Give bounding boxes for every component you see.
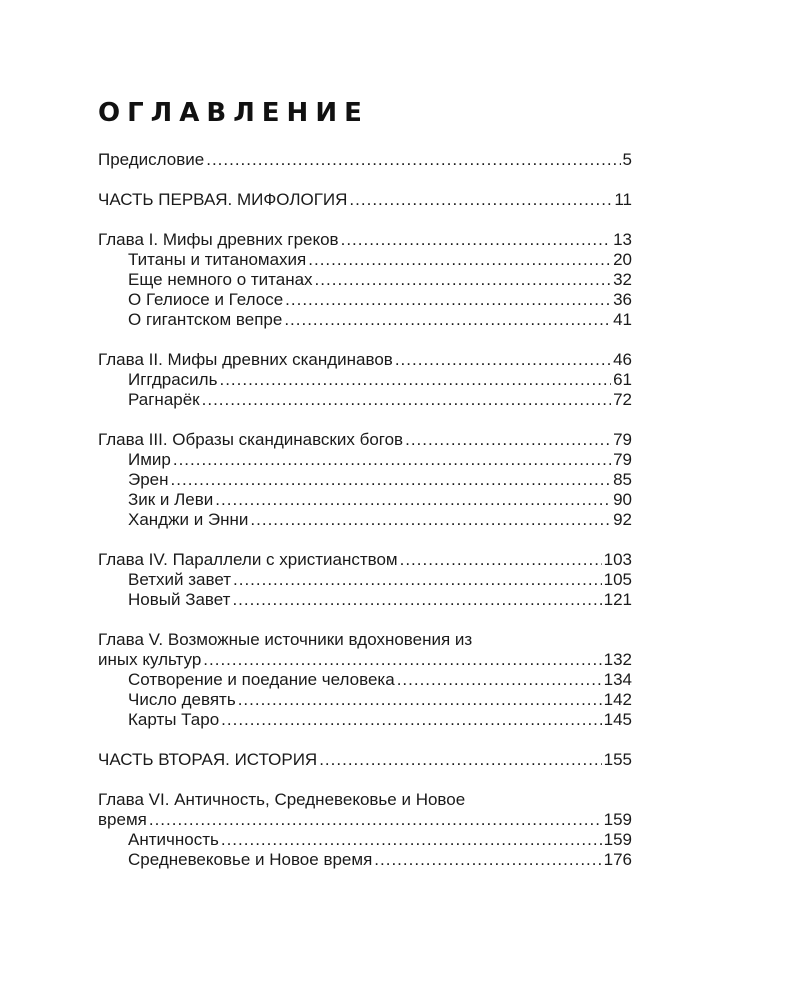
toc-entry-page: 11 (614, 190, 632, 209)
toc-title: ОГЛАВЛЕНИЕ (98, 98, 369, 128)
leader-dots (395, 350, 611, 370)
leader-dots (171, 470, 612, 490)
toc-subentry[interactable] (98, 690, 632, 710)
leader-dots (221, 830, 602, 850)
toc-subentry[interactable] (98, 670, 632, 690)
toc-subentry[interactable] (98, 850, 632, 870)
toc-subentry[interactable] (98, 290, 632, 310)
toc-entry-page: 142 (603, 690, 632, 709)
toc-entry-label: Глава III. Образы скандинавских богов (98, 430, 404, 449)
toc-entry-page: 20 (613, 250, 632, 269)
toc-subentry[interactable] (98, 450, 632, 470)
toc-entry-page: 105 (603, 570, 632, 589)
toc-entry-label: ЧАСТЬ ВТОРАЯ. ИСТОРИЯ (98, 750, 318, 769)
leader-dots (221, 710, 601, 730)
toc-entry-page: 132 (603, 650, 632, 669)
toc-entry-page: 155 (603, 750, 632, 769)
toc-entry-part-two[interactable] (98, 750, 632, 770)
leader-dots (215, 490, 611, 510)
toc-entry-page: 121 (603, 590, 632, 609)
toc-subentry[interactable] (98, 250, 632, 270)
leader-dots (219, 370, 611, 390)
toc-entry-chapter-6[interactable] (98, 810, 632, 830)
leader-dots (250, 510, 611, 530)
toc-entry-page: 36 (613, 290, 632, 309)
leader-dots (173, 450, 611, 470)
toc-entry-page: 41 (613, 310, 632, 329)
toc-entry-label: Глава IV. Параллели с христианством (98, 550, 398, 569)
toc-subentry[interactable] (98, 370, 632, 390)
toc-entry-page: 103 (603, 550, 632, 569)
leader-dots (285, 290, 611, 310)
leader-dots (232, 590, 601, 610)
toc-subentry[interactable] (98, 570, 632, 590)
toc-entry-page: 79 (613, 450, 632, 469)
toc-entry-page: 32 (613, 270, 632, 289)
toc-entry-label: Античность (128, 830, 219, 849)
toc-subentry[interactable] (98, 490, 632, 510)
toc-entry-label: Еще немного о титанах (128, 270, 313, 289)
leader-dots (284, 310, 611, 330)
toc-entry-page: 90 (613, 490, 632, 509)
toc-entry-label: О Гелиосе и Гелосе (128, 290, 284, 309)
leader-dots (319, 750, 601, 770)
leader-dots (203, 650, 601, 670)
toc-entry-page: 134 (603, 670, 632, 689)
leader-dots (206, 150, 620, 170)
toc-entry-label: Глава II. Мифы древних скандинавов (98, 350, 393, 369)
toc-entry-chapter-5-line1[interactable]: Глава V. Возможные источники вдохновения из (98, 630, 473, 649)
toc-entry-page: 92 (613, 510, 632, 529)
toc-entry-label: Сотворение и поедание человека (128, 670, 395, 689)
toc-entry-page: 61 (613, 370, 632, 389)
toc-entry-chapter-2[interactable] (98, 350, 632, 370)
toc-subentry[interactable] (98, 710, 632, 730)
toc-entry-label: О гигантском вепре (128, 310, 283, 329)
toc-subentry[interactable] (98, 310, 632, 330)
leader-dots (374, 850, 601, 870)
toc-entry-page: 145 (603, 710, 632, 729)
toc-entry-label: Глава I. Мифы древних греков (98, 230, 339, 249)
toc-subentry[interactable] (98, 510, 632, 530)
toc-entry-chapter-3[interactable] (98, 430, 632, 450)
toc-entry-label: Иггдрасиль (128, 370, 218, 389)
toc-subentry[interactable] (98, 590, 632, 610)
toc-entry-label: Зик и Леви (128, 490, 214, 509)
toc-entry-page: 159 (603, 810, 632, 829)
toc-entry-page: 46 (613, 350, 632, 369)
leader-dots (238, 690, 602, 710)
toc-subentry[interactable] (98, 390, 632, 410)
toc-entry-label: ЧАСТЬ ПЕРВАЯ. МИФОЛОГИЯ (98, 190, 348, 209)
toc-entry-page: 85 (613, 470, 632, 489)
toc-entry-page: 5 (622, 150, 632, 169)
leader-dots (400, 550, 602, 570)
toc-entry-page: 72 (613, 390, 632, 409)
toc-entry-label: Новый Завет (128, 590, 231, 609)
toc-entry-label: Число девять (128, 690, 236, 709)
toc-entry-label: Ветхий завет (128, 570, 231, 589)
leader-dots (405, 430, 611, 450)
toc-entry-chapter-6-line1[interactable]: Глава VI. Античность, Средневековье и Новое (98, 790, 466, 809)
leader-dots (341, 230, 611, 250)
toc-entry-label: Эрен (128, 470, 169, 489)
toc-entry-chapter-5[interactable] (98, 650, 632, 670)
toc-entry-label: Карты Таро (128, 710, 220, 729)
leader-dots (349, 190, 612, 210)
toc-entry-label: время (98, 810, 147, 829)
toc-entry-preface[interactable] (98, 150, 632, 170)
toc-subentry[interactable] (98, 830, 632, 850)
toc-subentry[interactable] (98, 470, 632, 490)
toc-entry-label: Предисловие (98, 150, 205, 169)
toc-entry-page: 79 (613, 430, 632, 449)
toc-list (98, 150, 632, 870)
toc-entry-label: Рагнарёк (128, 390, 200, 409)
toc-entry-chapter-1[interactable] (98, 230, 632, 250)
toc-entry-label: Имир (128, 450, 171, 469)
leader-dots (149, 810, 602, 830)
toc-entry-label: иных культур (98, 650, 202, 669)
toc-entry-label: Ханджи и Энни (128, 510, 249, 529)
toc-entry-label: Титаны и титаномахия (128, 250, 307, 269)
toc-subentry[interactable] (98, 270, 632, 290)
toc-entry-page: 159 (603, 830, 632, 849)
leader-dots (397, 670, 602, 690)
leader-dots (308, 250, 611, 270)
leader-dots (315, 270, 612, 290)
toc-entry-part-one[interactable] (98, 190, 632, 210)
toc-entry-chapter-4[interactable] (98, 550, 632, 570)
leader-dots (233, 570, 602, 590)
toc-entry-page: 176 (603, 850, 632, 869)
toc-entry-label: Средневековье и Новое время (128, 850, 373, 869)
toc-entry-page: 13 (613, 230, 632, 249)
leader-dots (202, 390, 611, 410)
